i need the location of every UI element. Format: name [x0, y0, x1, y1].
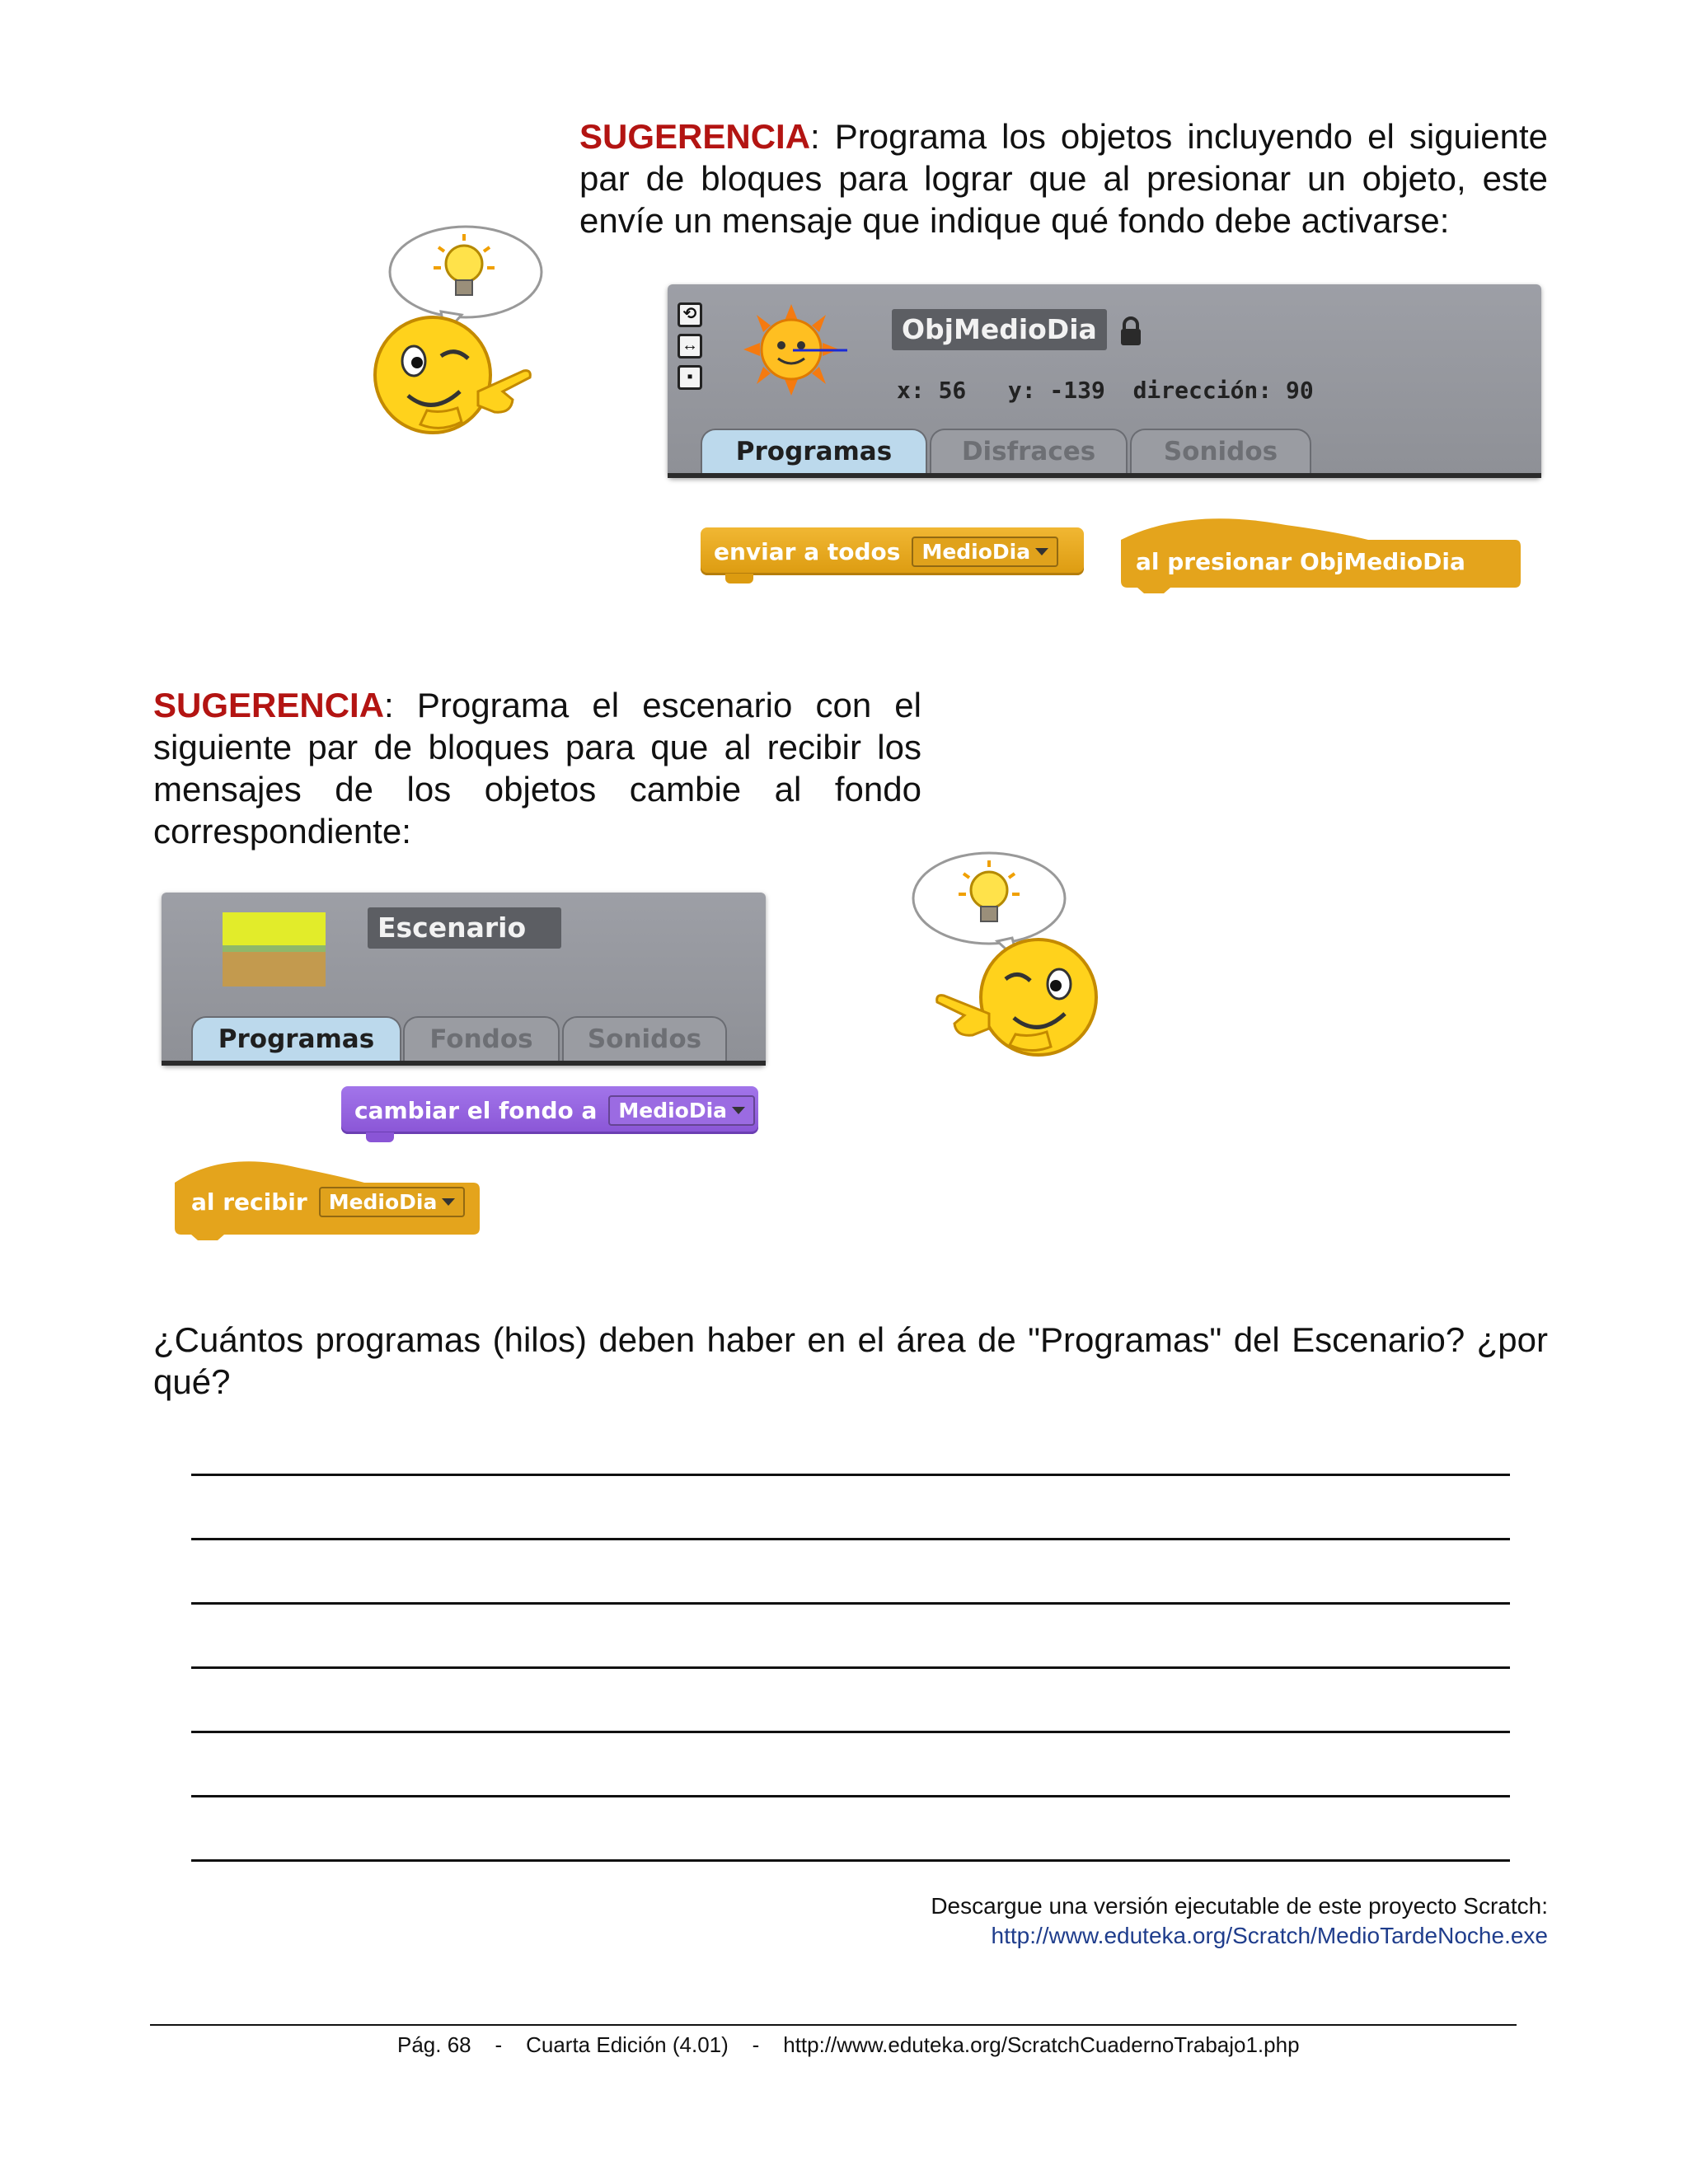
- switch-backdrop-label: cambiar el fondo a: [354, 1096, 598, 1124]
- idea-smiley-icon: [363, 223, 552, 441]
- switch-backdrop-block[interactable]: [341, 1086, 758, 1134]
- no-rotate-icon[interactable]: ▪: [678, 365, 702, 390]
- receive-message-dropdown[interactable]: [319, 1187, 466, 1217]
- download-link[interactable]: http://www.eduteka.org/Scratch/MedioTardeNoche.exe: [991, 1923, 1548, 1948]
- stage-background-thumbnail: [223, 912, 326, 987]
- sprite-coordinates: x: 56 y: -139 dirección: 90: [897, 377, 1314, 404]
- tab-sonidos[interactable]: Sonidos: [1130, 429, 1311, 473]
- download-note: [724, 1891, 1548, 1951]
- answer-line: [191, 1666, 1510, 1669]
- backdrop-value: MedioDia: [618, 1098, 728, 1122]
- tip1-keyword: SUGERENCIA: [579, 117, 811, 156]
- panel-divider-stage: [162, 1061, 766, 1066]
- tab-fondos[interactable]: Fondos: [403, 1016, 560, 1061]
- tip2-keyword: SUGERENCIA: [153, 686, 385, 724]
- stage-name-field[interactable]: Escenario: [368, 907, 561, 949]
- answer-line: [191, 1731, 1510, 1733]
- footer-edition: Cuarta Edición (4.01): [526, 2032, 729, 2057]
- download-text: Descargue una versión ejecutable de este proyecto Scratch:: [931, 1893, 1548, 1919]
- backdrop-dropdown[interactable]: [608, 1095, 755, 1126]
- answer-line: [191, 1474, 1510, 1476]
- dropdown-arrow-icon: [732, 1107, 745, 1114]
- footer-url[interactable]: http://www.eduteka.org/ScratchCuadernoTrabajo1.php: [783, 2032, 1300, 2057]
- left-right-flip-icon[interactable]: ↔: [678, 334, 702, 359]
- dropdown-arrow-icon: [1035, 548, 1048, 555]
- tip2-paragraph: [153, 684, 921, 852]
- rotate-all-around-icon[interactable]: ⟲: [678, 302, 702, 327]
- answer-line: [191, 1859, 1510, 1862]
- sprite-info-panel: [668, 284, 1541, 478]
- tip1-paragraph: [579, 115, 1548, 241]
- footer-page: Pág. 68: [397, 2032, 471, 2057]
- answer-line: [191, 1795, 1510, 1797]
- sun-sprite-thumbnail: [742, 302, 849, 397]
- footer-sep: -: [471, 2032, 527, 2057]
- receive-message-value: MedioDia: [328, 1190, 438, 1214]
- lock-icon[interactable]: [1119, 316, 1142, 347]
- when-sprite-clicked-label: al presionar ObjMedioDia: [1136, 548, 1465, 575]
- broadcast-message-value: MedioDia: [921, 539, 1031, 564]
- footer-sep: -: [728, 2032, 784, 2057]
- dropdown-arrow-icon: [442, 1198, 455, 1206]
- answer-line: [191, 1538, 1510, 1540]
- tab-sonidos-stage[interactable]: Sonidos: [562, 1016, 727, 1061]
- tip1-text: : Programa los objetos incluyendo el siguiente par de bloques para lograr que al presionar un objeto, este envíe un mensaje que indique qué fondo debe activarse:: [579, 117, 1548, 240]
- broadcast-block[interactable]: [701, 527, 1084, 575]
- when-receive-label: al recibir: [191, 1188, 307, 1216]
- footer-rule: [150, 2024, 1517, 2026]
- tip2-text: : Programa el escenario con el siguiente par de bloques para que al recibir los mensajes de los objetos cambie al fondo correspondiente:: [153, 686, 921, 851]
- tab-programas-stage[interactable]: Programas: [191, 1016, 401, 1061]
- idea-smiley-icon-2: [907, 849, 1104, 1063]
- stage-info-panel: [162, 893, 766, 1066]
- block-notch: [366, 1132, 394, 1142]
- panel-divider: [668, 473, 1541, 478]
- tab-disfraces[interactable]: Disfraces: [930, 429, 1128, 473]
- broadcast-message-dropdown[interactable]: [912, 537, 1058, 567]
- question-text: ¿Cuántos programas (hilos) deben haber en el área de "Programas" del Escenario? ¿por qué?: [153, 1320, 1548, 1401]
- when-receive-row: [191, 1187, 465, 1217]
- block-notch: [725, 574, 753, 583]
- footer: [397, 2032, 1300, 2058]
- answer-line: [191, 1602, 1510, 1605]
- sprite-name-field[interactable]: ObjMedioDia: [892, 309, 1107, 350]
- broadcast-label: enviar a todos: [714, 537, 901, 565]
- tab-programas[interactable]: Programas: [701, 429, 927, 473]
